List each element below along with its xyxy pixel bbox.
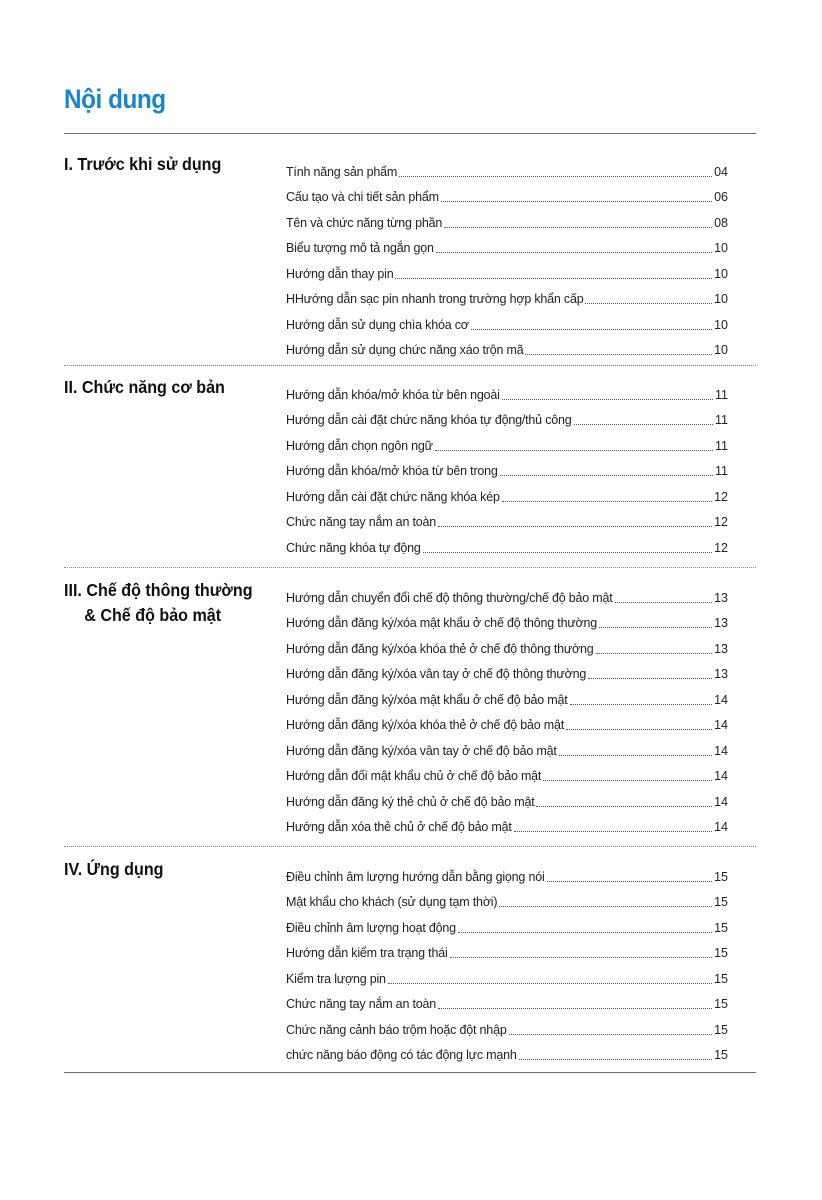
- toc-section-4: [64, 857, 756, 1063]
- toc-entry-label: Hướng dẫn đăng ký/xóa vân tay ở chế độ bảo mật: [286, 743, 557, 758]
- dot-leader: [471, 329, 712, 330]
- dot-leader: [450, 957, 713, 958]
- dot-leader: [543, 780, 712, 781]
- toc-entry[interactable]: [286, 708, 728, 734]
- toc-entry[interactable]: [286, 307, 728, 333]
- toc-entry-label: Hướng dẫn thay pin: [286, 266, 394, 281]
- toc-entry[interactable]: [286, 759, 728, 785]
- dot-leader: [388, 983, 712, 984]
- toc-entry[interactable]: [286, 454, 728, 480]
- toc-entry-page: 13: [714, 590, 728, 605]
- section-divider: [64, 365, 756, 366]
- section-divider: [64, 846, 756, 847]
- dot-leader: [438, 526, 712, 527]
- toc-entry-page: 11: [715, 438, 728, 453]
- dot-leader: [559, 755, 713, 756]
- section-title-line: II. Chức năng cơ bản: [64, 377, 225, 397]
- toc-entry-label: Tính năng sản phẩm: [286, 164, 398, 179]
- dot-leader: [435, 450, 713, 451]
- toc-entry-page: 14: [714, 718, 728, 732]
- toc-entry[interactable]: [286, 910, 728, 936]
- toc-entry-label: Điều chỉnh âm lượng hoạt động: [286, 920, 456, 935]
- toc-entry[interactable]: [286, 631, 728, 657]
- section-title: [64, 857, 257, 882]
- toc-entry[interactable]: [286, 505, 728, 531]
- toc-entry-page: 11: [715, 387, 728, 402]
- toc-entry-label: chức năng báo động có tác động lực mạnh: [286, 1048, 517, 1062]
- toc-entry[interactable]: [286, 377, 728, 403]
- toc-entry-page: 04: [714, 164, 728, 179]
- toc-entry-page: 13: [714, 616, 728, 630]
- toc-entry-page: 13: [714, 641, 728, 656]
- toc-entry-page: 15: [714, 1022, 728, 1037]
- toc-entry[interactable]: [286, 403, 728, 429]
- toc-entry-label: Kiểm tra lượng pin: [286, 971, 386, 986]
- section-title: [64, 152, 257, 177]
- toc-entry-page: 15: [714, 946, 728, 960]
- toc-entry[interactable]: [286, 180, 728, 206]
- toc-entry[interactable]: [286, 428, 728, 454]
- section-title-line: IV. Ứng dụng: [64, 859, 164, 879]
- toc-entry-label: Mật khẩu cho khách (sử dụng tạm thời): [286, 895, 498, 909]
- toc-entry-label: Cấu tạo và chi tiết sản phẩm: [286, 190, 439, 204]
- dot-leader: [596, 653, 713, 654]
- dot-leader: [509, 1034, 713, 1035]
- dot-leader: [395, 278, 712, 279]
- toc-entry[interactable]: [286, 205, 728, 231]
- section-title-line: I. Trước khi sử dụng: [64, 154, 222, 174]
- toc-entry-label: Hướng dẫn đăng ký/xóa mật khẩu ở chế độ bảo mật: [286, 692, 568, 707]
- toc-entry[interactable]: [286, 282, 728, 308]
- toc-entry[interactable]: [286, 810, 728, 836]
- toc-entry-page: 10: [714, 317, 728, 332]
- toc-entry-label: Hướng dẫn xóa thẻ chủ ở chế độ bảo mật: [286, 820, 512, 834]
- toc-entry[interactable]: [286, 256, 728, 282]
- dot-leader: [525, 354, 712, 355]
- toc-entry-list: [286, 859, 728, 1063]
- toc-entry-label: Hướng dẫn đăng ký thẻ chủ ở chế độ bảo mật: [286, 794, 535, 809]
- toc-entry[interactable]: [286, 936, 728, 962]
- toc-entry-page: 12: [714, 489, 728, 504]
- toc-entry[interactable]: [286, 333, 728, 359]
- toc-entry-list: [286, 377, 728, 556]
- toc-entry-page: 11: [715, 413, 728, 427]
- dot-leader: [570, 704, 713, 705]
- toc-entry-label: Chức năng cảnh báo trộm hoặc đột nhập: [286, 1022, 507, 1037]
- toc-entry-page: 15: [714, 920, 728, 935]
- toc-entry-label: Hướng dẫn đăng ký/xóa vân tay ở chế độ thông thường: [286, 667, 587, 681]
- dot-leader: [499, 906, 712, 907]
- dot-leader: [458, 932, 712, 933]
- dot-leader: [519, 1059, 712, 1060]
- dot-leader: [566, 729, 712, 730]
- toc-entry-label: Hướng dẫn chọn ngôn ngữ: [286, 438, 433, 453]
- section-title-line: & Chế độ bảo mật: [84, 605, 222, 625]
- toc-entry-label: Hướng dẫn kiểm tra trạng thái: [286, 946, 448, 960]
- toc-entry[interactable]: [286, 231, 728, 257]
- toc-entry-page: 14: [714, 769, 728, 783]
- toc-entry[interactable]: [286, 479, 728, 505]
- dot-leader: [547, 881, 713, 882]
- toc-entry[interactable]: [286, 657, 728, 683]
- section-divider: [64, 567, 756, 568]
- toc-entry-page: 14: [714, 743, 728, 758]
- toc-entry-page: 12: [714, 540, 728, 555]
- page-title: Nội dung: [64, 84, 166, 114]
- bottom-rule: [64, 1072, 756, 1073]
- toc-entry-label: Chức năng tay nắm an toàn: [286, 997, 436, 1011]
- dot-leader: [574, 424, 714, 425]
- toc-section-2: [64, 375, 756, 555]
- dot-leader: [514, 831, 712, 832]
- toc-entry[interactable]: [286, 987, 728, 1013]
- toc-entry[interactable]: [286, 784, 728, 810]
- toc-entry-page: 08: [714, 215, 728, 230]
- dot-leader: [399, 176, 712, 177]
- toc-entry-page: 13: [714, 667, 728, 681]
- toc-entry[interactable]: [286, 530, 728, 556]
- toc-entry-page: 14: [714, 794, 728, 809]
- toc-entry-label: Điều chỉnh âm lượng hướng dẫn bằng giọng nói: [286, 869, 545, 884]
- toc-entry-label: Hướng dẫn khóa/mở khóa từ bên ngoài: [286, 387, 500, 402]
- toc-entry-page: 15: [714, 971, 728, 986]
- toc-entry-page: 15: [714, 997, 728, 1011]
- toc-section-3: [64, 578, 756, 834]
- toc-entry[interactable]: [286, 961, 728, 987]
- dot-leader: [502, 501, 712, 502]
- toc-entry-list: [286, 154, 728, 358]
- dot-leader: [423, 552, 712, 553]
- toc-entry-label: Hướng dẫn cài đặt chức năng khóa tự động/thủ công: [286, 413, 572, 427]
- dot-leader: [536, 806, 712, 807]
- toc-entry[interactable]: [286, 859, 728, 885]
- toc-entry[interactable]: [286, 733, 728, 759]
- toc-entry-page: 10: [714, 343, 728, 357]
- dot-leader: [441, 201, 712, 202]
- toc-entry-label: HHướng dẫn sạc pin nhanh trong trường hợp khẩn cấp: [286, 292, 584, 306]
- dot-leader: [585, 303, 712, 304]
- toc-entry-label: Chức năng tay nắm an toàn: [286, 515, 436, 529]
- toc-entry-label: Hướng dẫn khóa/mở khóa từ bên trong: [286, 464, 498, 478]
- toc-entry-label: Biểu tượng mô tả ngắn gọn: [286, 241, 434, 255]
- section-title: [64, 375, 257, 400]
- dot-leader: [502, 399, 713, 400]
- section-title-line: III. Chế độ thông thường: [64, 580, 253, 600]
- dot-leader: [588, 678, 712, 679]
- toc-entry-page: 15: [714, 869, 728, 884]
- toc-entry-label: Hướng dẫn sử dụng chìa khóa cơ: [286, 317, 469, 332]
- toc-entry-page: 14: [714, 692, 728, 707]
- toc-entry-label: Hướng dẫn đăng ký/xóa mật khẩu ở chế độ thông thường: [286, 616, 597, 630]
- toc-entry[interactable]: [286, 580, 728, 606]
- title-rule: [64, 133, 756, 134]
- toc-entry[interactable]: [286, 885, 728, 911]
- dot-leader: [615, 602, 713, 603]
- toc-section-1: [64, 152, 756, 357]
- toc-entry-page: 12: [714, 515, 728, 529]
- toc-entry-label: Hướng dẫn đổi mật khẩu chủ ở chế độ bảo mật: [286, 769, 542, 783]
- toc-entry-list: [286, 580, 728, 835]
- toc-entry-label: Hướng dẫn đăng ký/xóa khóa thẻ ở chế độ thông thường: [286, 641, 594, 656]
- toc-entry-label: Chức năng khóa tự động: [286, 540, 421, 555]
- dot-leader: [438, 1008, 712, 1009]
- toc-entry-label: Tên và chức năng từng phần: [286, 215, 443, 230]
- toc-entry-page: 15: [714, 1048, 728, 1062]
- toc-entry[interactable]: [286, 1012, 728, 1038]
- dot-leader: [500, 475, 713, 476]
- dot-leader: [436, 252, 712, 253]
- toc-entry-page: 15: [714, 895, 728, 909]
- toc-entry-page: 10: [714, 241, 728, 255]
- toc-entry[interactable]: [286, 606, 728, 632]
- toc-entry-page: 10: [714, 292, 728, 306]
- toc-entry[interactable]: [286, 682, 728, 708]
- toc-entry-page: 10: [714, 266, 728, 281]
- toc-entry-label: Hướng dẫn đăng ký/xóa khóa thẻ ở chế độ bảo mật: [286, 718, 565, 732]
- toc-entry-label: Hướng dẫn chuyển đổi chế độ thông thường/chế độ bảo mật: [286, 590, 613, 605]
- toc-entry-page: 11: [715, 464, 728, 478]
- dot-leader: [444, 227, 712, 228]
- toc-entry-label: Hướng dẫn cài đặt chức năng khóa kép: [286, 489, 500, 504]
- toc-entry-page: 06: [714, 190, 728, 204]
- toc-entry[interactable]: [286, 1038, 728, 1064]
- toc-entry[interactable]: [286, 154, 728, 180]
- toc-entry-label: Hướng dẫn sử dụng chức năng xáo trộn mã: [286, 343, 524, 357]
- dot-leader: [599, 627, 712, 628]
- toc-entry-page: 14: [714, 820, 728, 834]
- section-title: [64, 578, 257, 628]
